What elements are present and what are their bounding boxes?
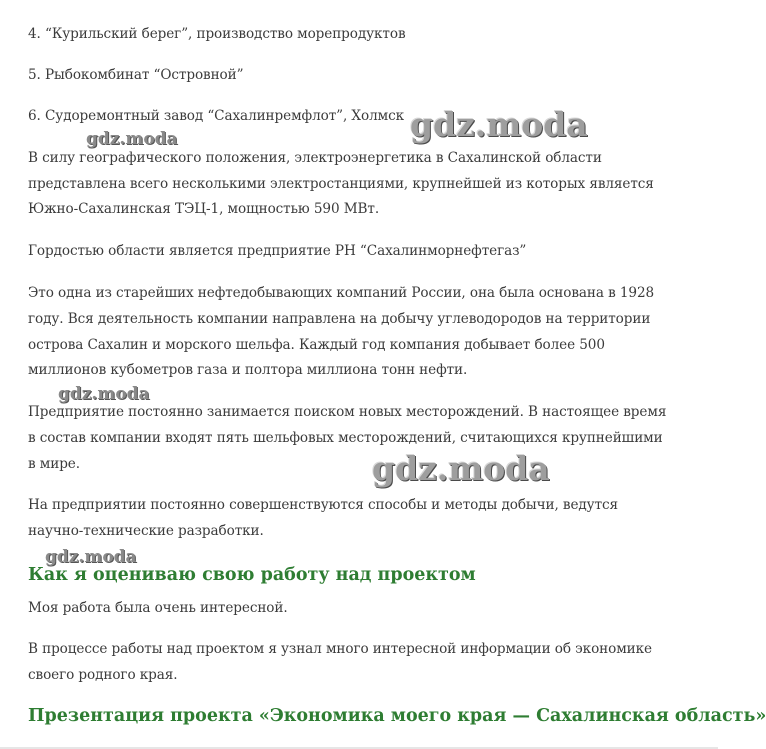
search-paragraph-line-1: Предприятие постоянно занимается поиском новых месторождений. В настоящее время: [28, 404, 667, 420]
watermark-large-2: gdz.moda: [372, 449, 550, 488]
watermark-small-2: gdz.moda: [58, 384, 150, 404]
search-paragraph-line-2: в состав компании входят пять шельфовых месторождений, считающихся крупнейшими: [28, 430, 663, 446]
watermark-large-1: gdz.moda: [410, 105, 588, 144]
section-paragraph-1: Моя работа была очень интересной.: [28, 600, 288, 616]
next-heading-cutoff: [28, 706, 766, 726]
improve-paragraph-line-2: научно-технические разработки.: [28, 523, 264, 539]
energy-paragraph-line-3: Южно-Сахалинская ТЭЦ-1, мощностью 590 МВт.: [28, 201, 380, 217]
section-heading: Как я оцениваю свою работу над проектом: [28, 565, 476, 585]
energy-paragraph-line-2: представлена всего несколькими электростанциями, крупнейшей из которых является: [28, 176, 654, 192]
section-paragraph-2-line-1: В процессе работы над проектом я узнал много интересной информации об экономике: [28, 641, 652, 657]
list-item-4: 4. “Курильский берег”, производство морепродуктов: [28, 26, 406, 42]
watermark-small-1: gdz.moda: [86, 129, 178, 149]
list-item-6: 6. Судоремонтный завод “Сахалинремфлот”, Холмск: [28, 108, 404, 124]
search-paragraph-line-3: в мире.: [28, 456, 80, 472]
improve-paragraph-line-1: На предприятии постоянно совершенствуются способы и методы добычи, ведутся: [28, 497, 618, 513]
energy-paragraph-line-1: В силу географического положения, электроэнергетика в Сахалинской области: [28, 150, 602, 166]
company-paragraph-line-1: Это одна из старейших нефтедобывающих компаний России, она была основана в 1928: [28, 285, 655, 301]
next-heading: Презентация проекта «Экономика моего края — Сахалинская область»: [28, 706, 766, 726]
company-paragraph-line-3: острова Сахалин и морского шельфа. Каждый год компания добывает более 500: [28, 337, 605, 353]
pride-paragraph: Гордостью области является предприятие РН “Сахалинморнефтегаз”: [28, 243, 527, 259]
section-paragraph-2-line-2: своего родного края.: [28, 667, 178, 683]
company-paragraph-line-4: миллионов кубометров газа и полтора миллиона тонн нефти.: [28, 362, 468, 378]
watermark-small-3: gdz.moda: [45, 547, 137, 567]
list-item-5: 5. Рыбокомбинат “Островной”: [28, 67, 244, 83]
company-paragraph-line-2: году. Вся деятельность компании направлена на добычу углеводородов на территории: [28, 311, 651, 327]
